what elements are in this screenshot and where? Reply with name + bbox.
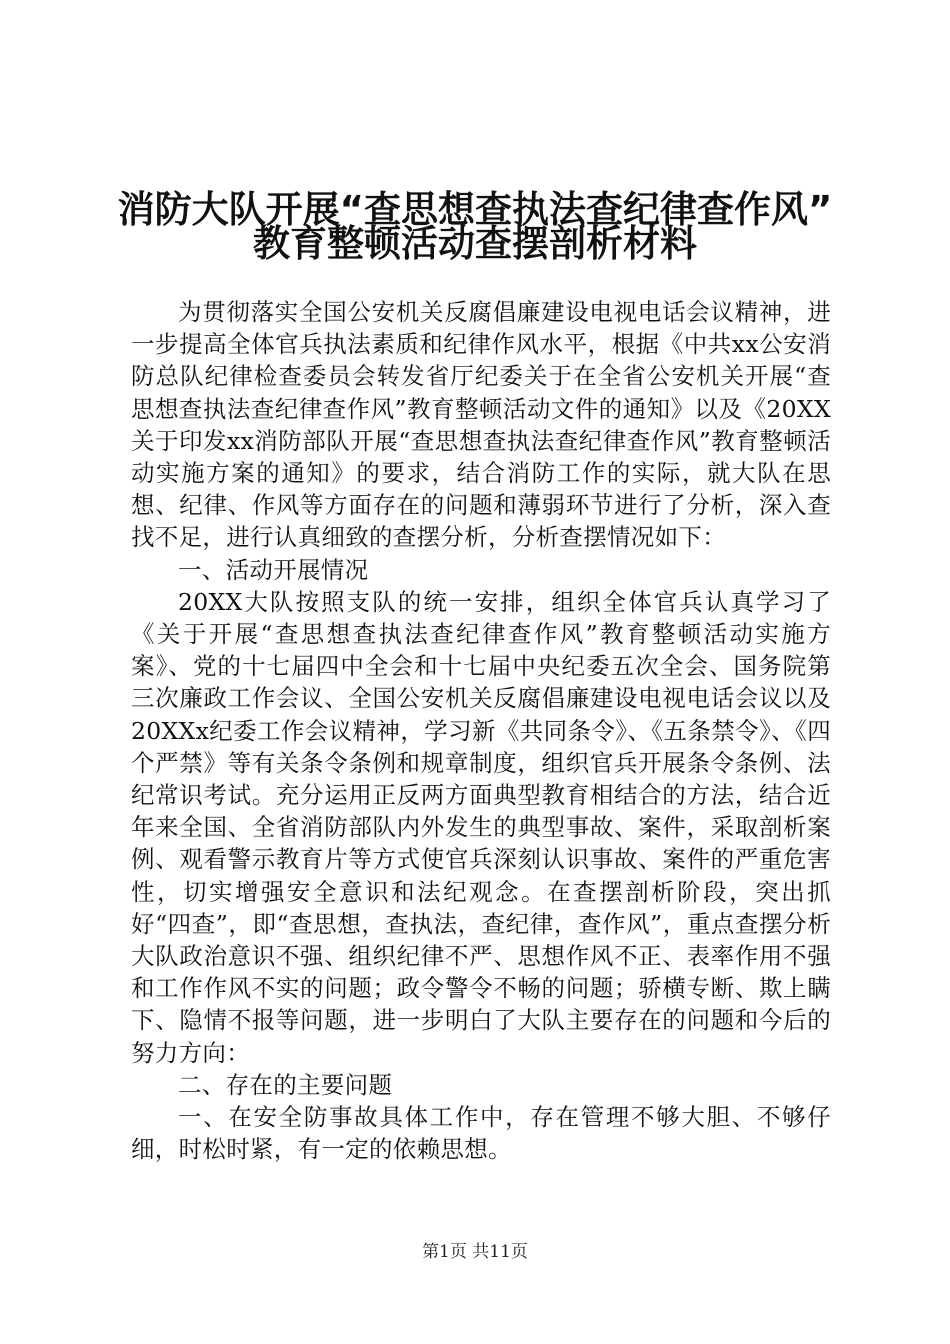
page-footer: 第1页 共11页 — [422, 1242, 528, 1262]
paragraph-problem-1: 一、在安全防事故具体工作中，存在管理不够大胆、不够仔细，时松时紧，有一定的依赖思想。 — [131, 1103, 831, 1164]
document-title-line-2: 教育整顿活动查摆剖析材料 — [253, 222, 697, 265]
paragraph-activity: 20XX大队按照支队的统一安排，组织全体官兵认真学习了《关于开展“查思想查执法查纪律查作风”教育整顿活动实施方案》、党的十七届四中全会和十七届中央纪委五次全会、国务院第三次廉政工作会议、全国公安机关反腐倡廉建设电视电话会议以及20XXx纪委工作会议精神，学习新《共同条令》、《五条禁令》、《四个严禁》等有关条令条例和规章制度，组织官兵开展条令条例、法纪常识考试。充分运用正反两方面典型教育相结合的方法，结合近年来全国、全省消防部队内外发生的典型事故、案件，采取剖析案例、观看警示教育片等方式使官兵深刻认识事故、案件的严重危害性，切实增强安全意识和法纪观念。在查摆剖析阶段，突出抓好“四查”，即“查思想，查执法，查纪律，查作风”，重点查摆分析大队政治意识不强、组织纪律不严、思想作风不正、表率作用不强和工作作风不实的问题；政令警令不畅的问题；骄横专断、欺上瞒下、隐情不报等问题，进一步明白了大队主要存在的问题和今后的努力方向： — [131, 587, 831, 1067]
document-title-line-1: 消防大队开展“查思想查执法查纪律查作风” — [117, 188, 833, 231]
section-heading-1: 一、活动开展情况 — [178, 555, 369, 584]
section-heading-2: 二、存在的主要问题 — [178, 1070, 393, 1099]
paragraph-intro: 为贯彻落实全国公安机关反腐倡廉建设电视电话会议精神，进一步提高全体官兵执法素质和纪律作风水平，根据《中共xx公安消防总队纪律检查委员会转发省厅纪委关于在全省公安机关开展“查思想查执法查纪律查作风”教育整顿活动文件的通知》以及《20XX关于印发xx消防部队开展“查思想查执法查纪律查作风”教育整顿活动实施方案的通知》的要求，结合消防工作的实际，就大队在思想、纪律、作风等方面存在的问题和薄弱环节进行了分析，深入查找不足，进行认真细致的查摆分析，分析查摆情况如下： — [131, 298, 831, 552]
document-body — [131, 296, 831, 1165]
